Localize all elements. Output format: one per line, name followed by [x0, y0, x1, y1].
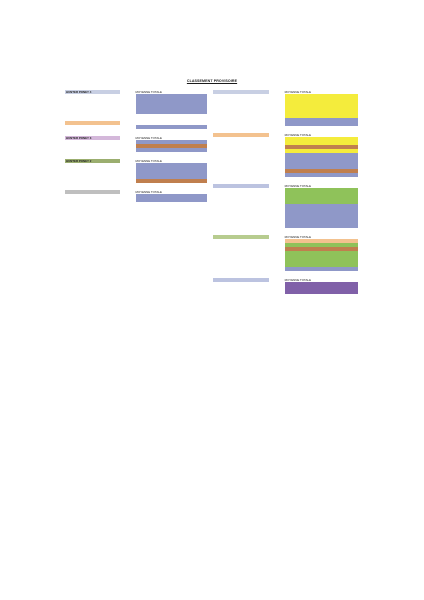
category-block-hunter-poney-4b: [65, 121, 207, 129]
rider-score: [119, 125, 136, 129]
category-score-header: MOYENNE TOTALE: [135, 90, 162, 94]
table-row: [65, 110, 207, 114]
category-block-hunter-poney-3: [65, 136, 207, 152]
category-block-hunter-poney-elite: [65, 190, 207, 202]
rider-name: [213, 224, 268, 228]
ranking-label: [285, 173, 358, 177]
table-row: [213, 290, 358, 294]
rider-score: [268, 290, 285, 294]
category-score-header: MOYENNE TOTALE: [284, 184, 312, 188]
rider-name: [65, 198, 119, 202]
category-name: HUNTER PONEY 3: [65, 136, 120, 140]
category-block-hunter-club-4: [213, 90, 358, 126]
ranking-label: [285, 122, 358, 126]
category-score-header: MOYENNE TOTALE: [284, 278, 312, 282]
rider-name: [213, 290, 268, 294]
category-score-header: MOYENNE TOTALE: [284, 133, 312, 137]
category-block-hunter-club-2: [213, 184, 358, 228]
table-row: [65, 148, 207, 152]
rider-name: [213, 122, 268, 126]
table-row: [65, 125, 207, 129]
rider-score: [119, 179, 136, 183]
category-name: HUNTER PONEY 4: [65, 90, 120, 94]
rider-name: [65, 148, 119, 152]
category-score-header: MOYENNE TOTALE: [135, 159, 162, 163]
table-row: [213, 122, 358, 126]
rider-score: [268, 122, 285, 126]
table-row: [213, 267, 358, 271]
category-score-header: MOYENNE TOTALE: [284, 235, 312, 239]
category-block-hunter-poney-2: [65, 159, 207, 183]
left-column: [65, 90, 207, 209]
ranking-label: [285, 224, 358, 228]
category-block-hunter-club-3: [213, 133, 358, 177]
ranking-label: [285, 290, 358, 294]
category-score-header: MOYENNE TOTALE: [284, 90, 312, 94]
category-name: HUNTER PONEY 2: [65, 159, 120, 163]
ranking-label: [136, 110, 207, 114]
rider-score: [119, 110, 136, 114]
rider-score: [268, 173, 285, 177]
table-row: [65, 198, 207, 202]
rider-name: [65, 110, 119, 114]
category-score-header: MOYENNE TOTALE: [135, 136, 162, 140]
category-score-header: MOYENNE TOTALE: [135, 190, 162, 194]
rider-score: [119, 148, 136, 152]
rider-score: [119, 198, 136, 202]
rider-score: [268, 267, 285, 271]
ranking-label: [136, 198, 207, 202]
table-row: [65, 179, 207, 183]
right-column: [213, 90, 358, 301]
rider-name: [65, 179, 119, 183]
rider-name: [213, 173, 268, 177]
ranking-label: [136, 179, 207, 183]
rider-name: [213, 267, 268, 271]
table-row: [213, 224, 358, 228]
ranking-label: [136, 125, 207, 129]
rider-score: [268, 224, 285, 228]
category-block-hunter-poney-4: [65, 90, 207, 114]
ranking-label: [285, 267, 358, 271]
ranking-label: [136, 148, 207, 152]
page-title: CLASSEMENT PROVISOIRE: [186, 79, 238, 83]
table-row: [213, 173, 358, 177]
rider-name: [65, 125, 119, 129]
category-block-hunter-club-1: [213, 235, 358, 271]
category-block-hunter-elite: [213, 278, 358, 294]
